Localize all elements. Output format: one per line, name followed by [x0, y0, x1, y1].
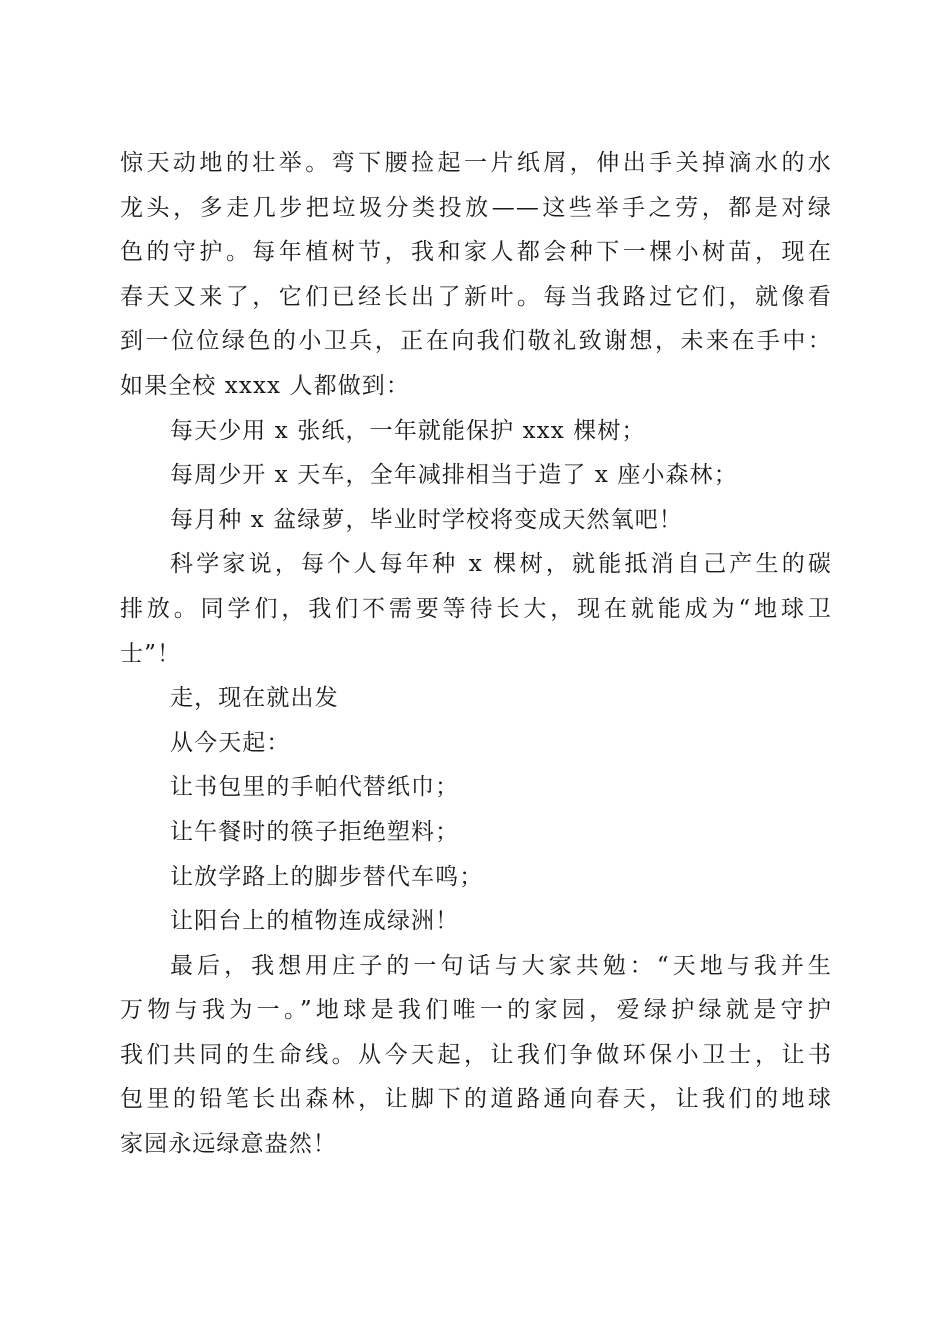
text-line: 最后，我想用庄子的一句话与大家共勉：“天地与我并生 — [170, 952, 832, 979]
text-line: 排放。同学们，我们不需要等待长大，现在就能成为“地球卫 — [120, 595, 832, 622]
text-line: 让放学路上的脚步替代车鸣； — [170, 863, 484, 890]
text-line: 士”！ — [120, 640, 182, 667]
text-line: 到一位位绿色的小卫兵，正在向我们敬礼致谢想，未来在手中： — [120, 328, 832, 355]
text-line: 春天又来了，它们已经长出了新叶。每当我路过它们，就像看 — [120, 283, 832, 310]
text-line: 如果全校 xxxx 人都做到： — [120, 372, 411, 399]
text-line: 我们共同的生命线。从今天起，让我们争做环保小卫士，让书 — [120, 1041, 832, 1068]
text-line: 让阳台上的植物连成绿洲！ — [170, 908, 460, 935]
text-line: 龙头，多走几步把垃圾分类投放——这些举手之劳，都是对绿 — [120, 194, 832, 221]
text-line: 从今天起： — [170, 729, 291, 756]
text-line: 让午餐时的筷子拒绝塑料； — [170, 818, 460, 845]
text-line: 让书包里的手帕代替纸巾； — [170, 774, 460, 801]
document-body — [120, 141, 832, 1167]
text-line: 每天少用 x 张纸，一年就能保护 xxx 棵树； — [170, 417, 646, 444]
text-line: 万物与我为一。”地球是我们唯一的家园，爱绿护绿就是守护 — [120, 997, 832, 1024]
text-line: 走，现在就出发 — [170, 685, 339, 712]
text-line: 惊天动地的壮举。弯下腰捡起一片纸屑，伸出手关掉滴水的水 — [120, 150, 832, 176]
text-line: 每月种 x 盆绿萝，毕业时学校将变成天然氧吧！ — [170, 506, 683, 533]
text-line: 色的守护。每年植树节，我和家人都会种下一棵小树苗，现在 — [120, 239, 832, 266]
text-line: 科学家说，每个人每年种 x 棵树，就能抵消自己产生的碳 — [170, 551, 832, 578]
text-line: 包里的铅笔长出森林，让脚下的道路通向春天，让我们的地球 — [120, 1086, 832, 1113]
text-line: 每周少开 x 天车，全年减排相当于造了 x 座小森林； — [170, 462, 738, 489]
text-line: 家园永远绿意盎然！ — [120, 1131, 337, 1158]
